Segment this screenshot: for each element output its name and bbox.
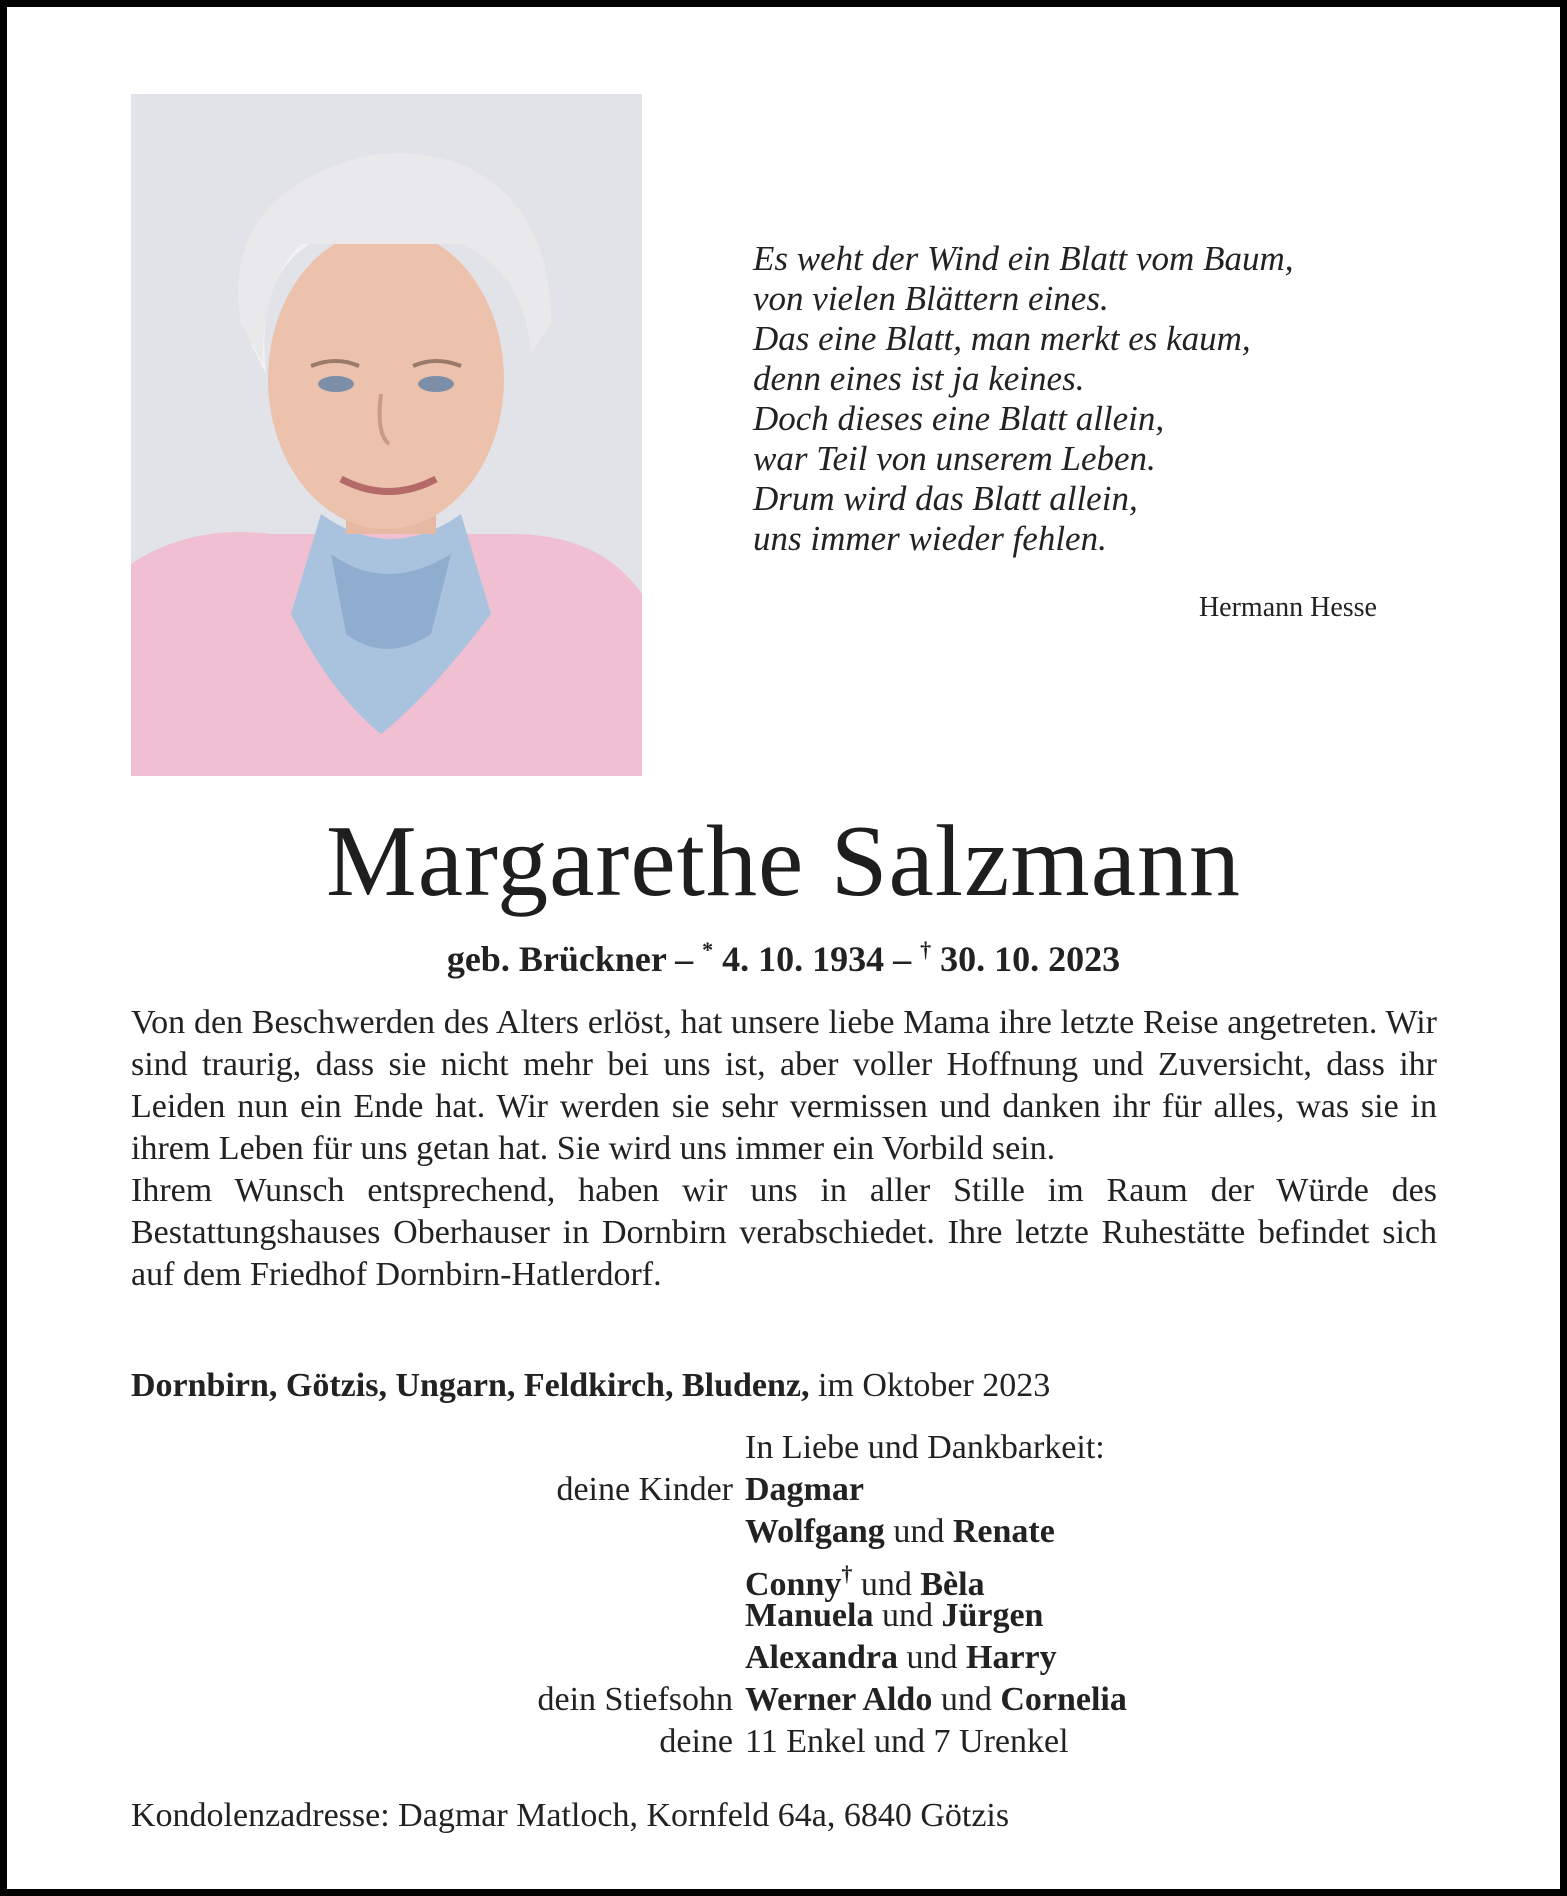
condolence-address: Kondolenzadresse: Dagmar Matloch, Kornfeld 64a, 6840 Götzis — [131, 1797, 1010, 1834]
obituary-text — [131, 1002, 1437, 1296]
partner-name: Bèla — [920, 1566, 985, 1603]
death-date: 30. 10. 2023 — [931, 939, 1121, 979]
partner-name: Harry — [966, 1639, 1057, 1676]
poem-line: denn eines ist ja keines. — [753, 359, 1085, 398]
child-name: Dagmar — [745, 1471, 864, 1508]
stepson-name: Werner Aldo — [745, 1681, 933, 1718]
deceased-name: Margarethe Salzmann — [326, 805, 1241, 918]
partner-name: Cornelia — [1000, 1681, 1127, 1718]
list-item — [131, 1679, 1451, 1721]
list-item — [131, 1469, 1451, 1511]
poem-line: uns immer wieder fehlen. — [753, 519, 1107, 558]
portrait-photo — [131, 94, 642, 776]
poem-author: Hermann Hesse — [1198, 592, 1377, 623]
list-item — [131, 1721, 1451, 1763]
places-list: Dornbirn, Götzis, Ungarn, Feldkirch, Bludenz, — [131, 1367, 810, 1404]
list-item — [131, 1553, 1451, 1603]
birth-death-line — [7, 937, 1560, 980]
family-list — [131, 1427, 1451, 1763]
cross-icon: † — [841, 1561, 853, 1586]
portrait-icon — [131, 94, 642, 776]
and-word: und — [932, 1681, 1001, 1718]
cross-icon: † — [920, 937, 932, 962]
paragraph-farewell: Von den Beschwerden des Alters erlöst, hat unsere liebe Mama ihre letzte Reise angetreten. Wir sind traurig, dass sie nicht mehr bei uns ist, aber voller Hoffnung und Zuversicht, dass ihr Leiden nun ein Ende hat. Wir werden sie sehr vermissen und danken ihr für alles, was sie in ihrem Leben für uns getan hat. Sie wird uns immer ein Vorbild sein. — [131, 1004, 1437, 1167]
maiden-name: geb. Brückner – — [446, 939, 703, 979]
poem — [753, 239, 1393, 559]
relation-label: deine — [659, 1723, 733, 1760]
and-word: und — [852, 1566, 921, 1603]
and-word: und — [884, 1513, 953, 1550]
birth-star-icon: * — [702, 937, 714, 962]
date-text: im Oktober 2023 — [809, 1367, 1051, 1404]
list-item — [131, 1637, 1451, 1679]
list-item — [131, 1595, 1451, 1637]
partner-name: Renate — [952, 1513, 1055, 1550]
poem-line: war Teil von unserem Leben. — [753, 439, 1156, 478]
list-item — [131, 1511, 1451, 1553]
poem-line: von vielen Blättern eines. — [753, 279, 1109, 318]
list-item — [131, 1427, 1451, 1469]
relation-label: dein Stiefsohn — [537, 1681, 733, 1718]
child-name: Manuela — [745, 1597, 874, 1634]
poem-line: Doch dieses eine Blatt allein, — [753, 399, 1165, 438]
and-word: und — [873, 1597, 942, 1634]
child-name: Alexandra — [745, 1639, 898, 1676]
poem-line: Es weht der Wind ein Blatt vom Baum, — [753, 239, 1294, 278]
grandchildren: 11 Enkel und 7 Urenkel — [745, 1723, 1069, 1760]
places-date-line — [131, 1367, 1451, 1405]
child-name: Wolfgang — [745, 1513, 885, 1550]
poem-line: Drum wird das Blatt allein, — [753, 479, 1138, 518]
paragraph-funeral: Ihrem Wunsch entsprechend, haben wir uns in aller Stille im Raum der Würde des Bestattungshauses Oberhauser in Dornbirn verabschiedet. Ihre letzte Ruhestätte befindet sich auf dem Friedhof Dornbirn-Hatlerdorf. — [131, 1172, 1437, 1293]
relation-label: deine Kinder — [556, 1471, 733, 1508]
poem-line: Das eine Blatt, man merkt es kaum, — [753, 319, 1251, 358]
obituary-page — [7, 7, 1560, 1889]
partner-name: Jürgen — [941, 1597, 1044, 1634]
birth-date: 4. 10. 1934 – — [713, 939, 921, 979]
child-name: Conny — [745, 1566, 842, 1603]
and-word: und — [898, 1639, 966, 1676]
family-intro: In Liebe und Dankbarkeit: — [745, 1429, 1105, 1466]
